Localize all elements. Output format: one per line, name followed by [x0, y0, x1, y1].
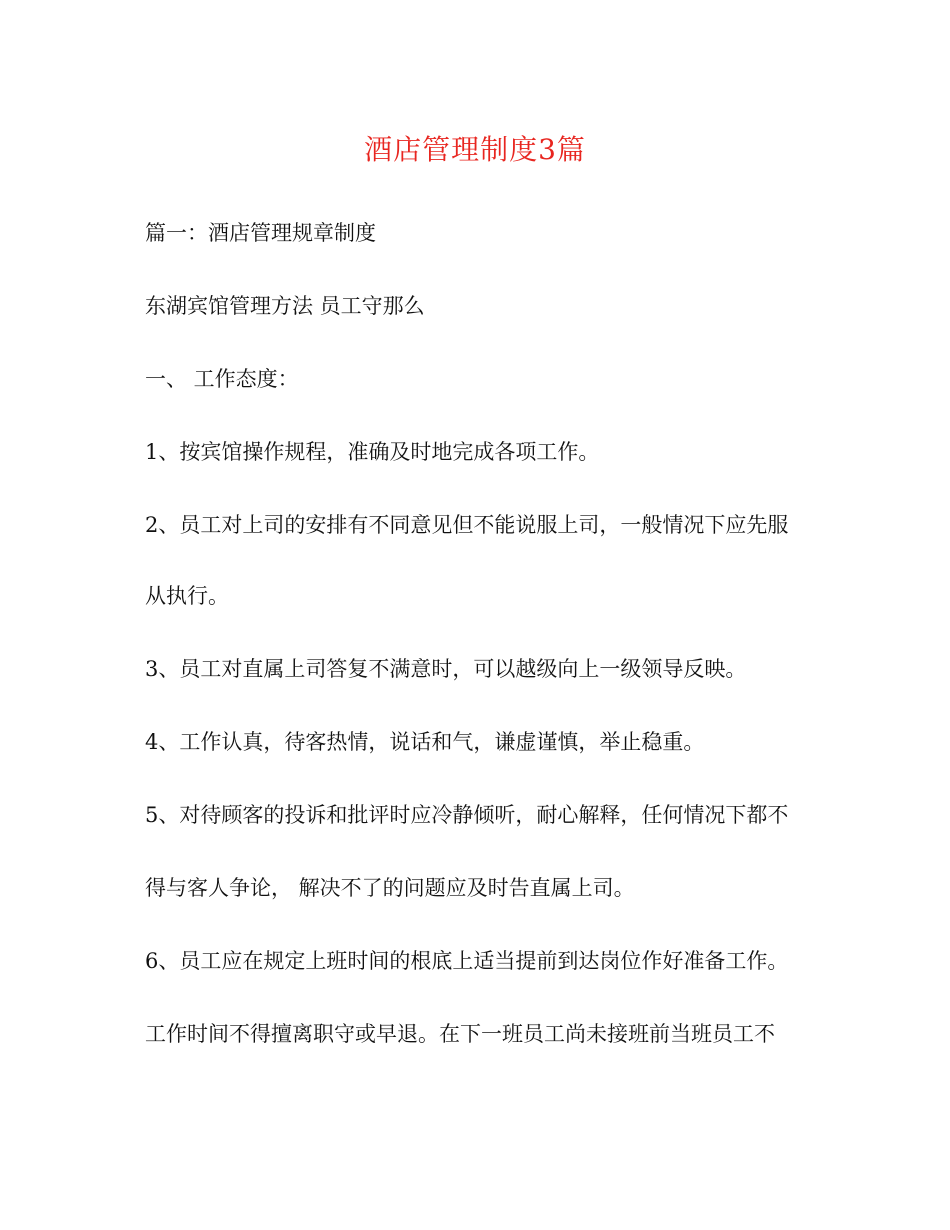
text-line: 从执行。: [145, 584, 229, 608]
text-line: 工作时间不得擅离职守或早退。在下一班员工尚未接班前当班员工不: [145, 1022, 775, 1046]
text-line: 4、工作认真，待客热情，说话和气，谦虚谨慎，举止稳重。: [145, 730, 705, 754]
text-line: 一、 工作态度：: [145, 367, 299, 391]
text-line: 5、对待顾客的投诉和批评时应冷静倾听，耐心解释，任何情况下都不: [145, 803, 789, 827]
text-line: 得与客人争论， 解决不了的问题应及时告直属上司。: [145, 876, 635, 900]
text-line: 6、员工应在规定上班时间的根底上适当提前到达岗位作好准备工作。: [145, 949, 789, 973]
text-line: 篇一：酒店管理规章制度: [145, 221, 376, 245]
text-line: 2、员工对上司的安排有不同意见但不能说服上司，一般情况下应先服: [145, 513, 789, 537]
text-line: 3、员工对直属上司答复不满意时，可以越级向上一级领导反映。: [145, 657, 747, 681]
document-title: 酒店管理制度3篇: [364, 133, 586, 166]
text-line: 东湖宾馆管理方法 员工守那么: [145, 294, 425, 318]
text-line: 1、按宾馆操作规程，准确及时地完成各项工作。: [145, 440, 600, 464]
